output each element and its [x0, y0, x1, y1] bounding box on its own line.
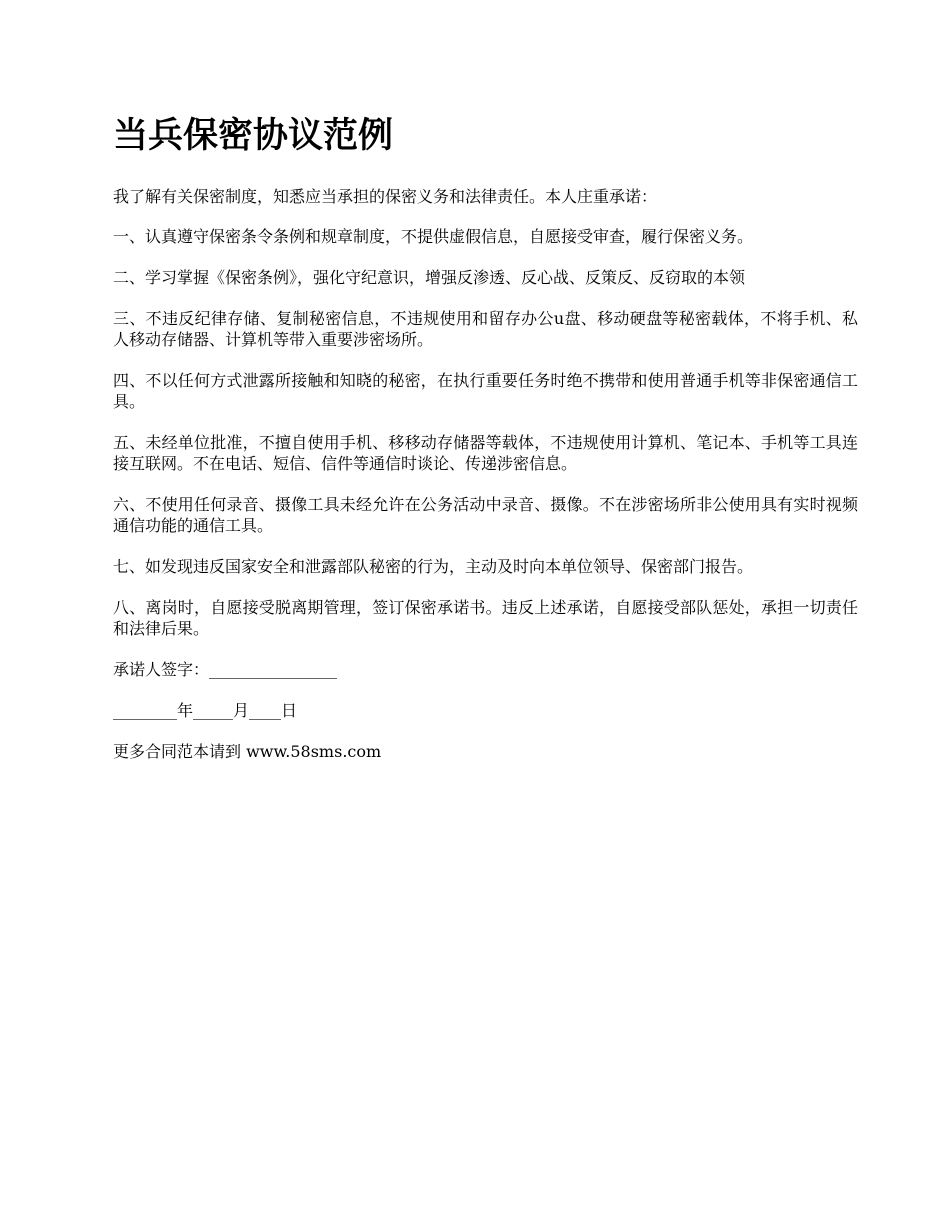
clause-1: 一、认真遵守保密条令条例和规章制度，不提供虚假信息，自愿接受审查，履行保密义务。	[113, 227, 754, 246]
document-title: 当兵保密协议范例	[113, 116, 394, 156]
footer-link-text: 更多合同范本请到 www.58sms.com	[113, 742, 382, 761]
clause-8: 八、离岗时，自愿接受脱离期管理，签订保密承诺书。违反上述承诺，自愿接受部队惩处，承担一切责任和法律后果。	[113, 598, 858, 638]
intro-paragraph: 我了解有关保密制度，知悉应当承担的保密义务和法律责任。本人庄重承诺：	[113, 187, 658, 206]
date-line: ________年_____月____日	[113, 701, 298, 720]
clause-5: 五、未经单位批准，不擅自使用手机、移移动存储器等载体，不违规使用计算机、笔记本、手机等工具连接互联网。不在电话、短信、信件等通信时谈论、传递涉密信息。	[113, 433, 858, 473]
clause-4: 四、不以任何方式泄露所接触和知晓的秘密，在执行重要任务时绝不携带和使用普通手机等非保密通信工具。	[113, 371, 858, 411]
clause-3: 三、不违反纪律存储、复制秘密信息，不违规使用和留存办公u盘、移动硬盘等秘密载体，不将手机、私人移动存储器、计算机等带入重要涉密场所。	[113, 309, 858, 349]
signature-line: 承诺人签字：________________	[113, 660, 338, 679]
clause-6: 六、不使用任何录音、摄像工具未经允许在公务活动中录音、摄像。不在涉密场所非公使用具有实时视频通信功能的通信工具。	[113, 495, 858, 535]
clause-7: 七、如发现违反国家安全和泄露部队秘密的行为，主动及时向本单位领导、保密部门报告。	[113, 557, 754, 576]
document-page	[113, 112, 858, 782]
clause-2: 二、学习掌握《保密条例》，强化守纪意识，增强反渗透、反心战、反策反、反窃取的本领	[113, 268, 746, 287]
